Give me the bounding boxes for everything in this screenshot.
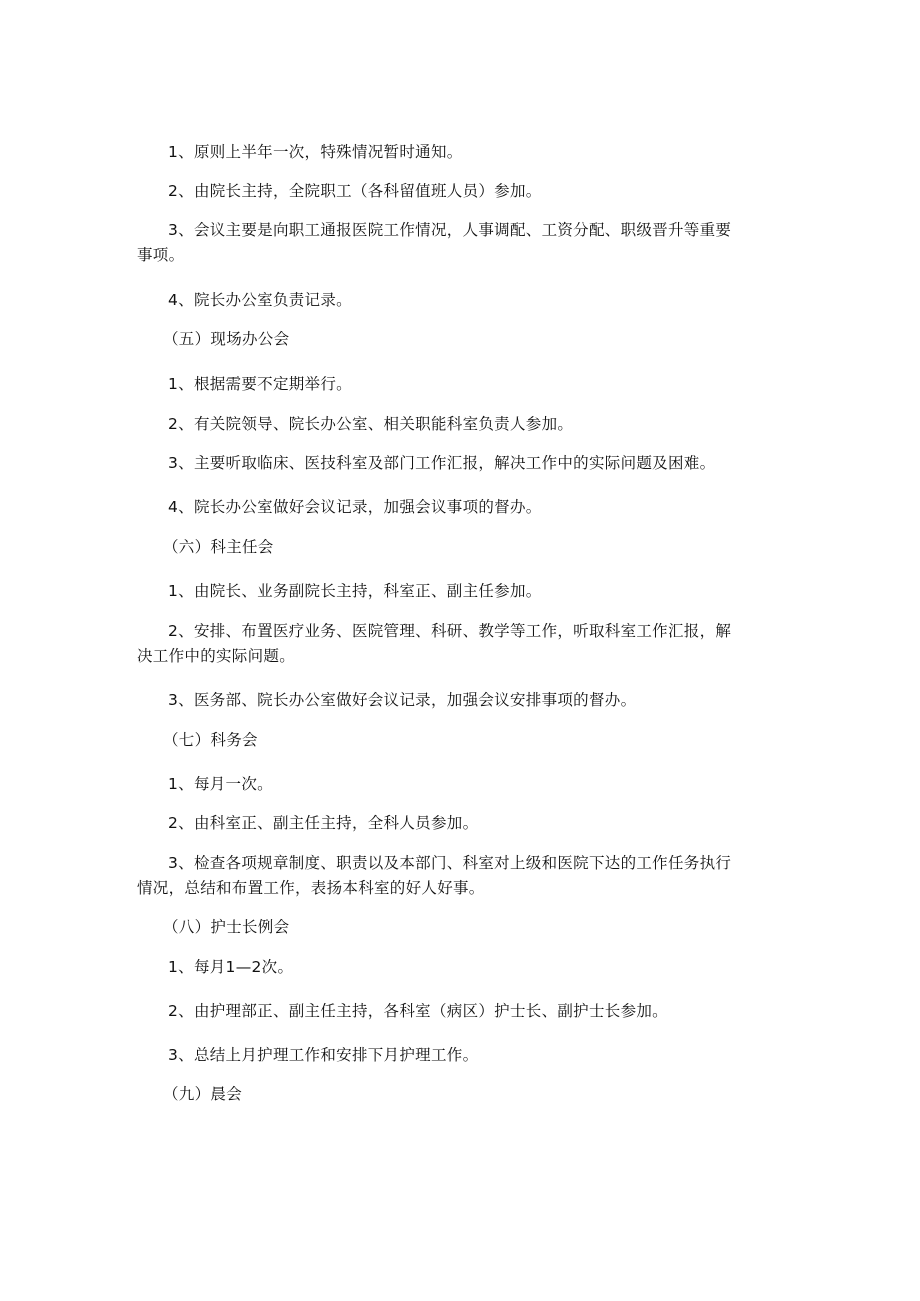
list-item-continuation: 情况，总结和布置工作，表扬本科室的好人好事。 [137,879,485,897]
list-item: 3、总结上月护理工作和安排下月护理工作。 [168,1046,479,1064]
section-heading: （五）现场办公会 [163,330,290,348]
list-item: 2、安排、布置医疗业务、医院管理、科研、教学等工作，听取科室工作汇报，解 [168,622,732,640]
list-item: 2、由院长主持，全院职工（各科留值班人员）参加。 [168,182,542,200]
list-item: 1、根据需要不定期举行。 [168,375,352,393]
list-item-continuation: 事项。 [137,246,185,264]
list-item: 2、有关院领导、院长办公室、相关职能科室负责人参加。 [168,415,574,433]
list-item: 4、院长办公室做好会议记录，加强会议事项的督办。 [168,498,542,516]
list-item: 2、由护理部正、副主任主持，各科室（病区）护士长、副护士长参加。 [168,1002,668,1020]
section-heading: （八）护士长例会 [163,918,290,936]
section-heading: （六）科主任会 [163,538,274,556]
list-item: 3、会议主要是向职工通报医院工作情况，人事调配、工资分配、职级晋升等重要 [168,221,732,239]
list-item: 3、医务部、院长办公室做好会议记录，加强会议安排事项的督办。 [168,691,637,709]
list-item: 1、每月1—2次。 [168,958,294,976]
list-item: 4、院长办公室负责记录。 [168,291,352,309]
list-item: 1、每月一次。 [168,775,273,793]
list-item-continuation: 决工作中的实际问题。 [137,647,296,665]
list-item: 1、由院长、业务副院长主持，科室正、副主任参加。 [168,582,542,600]
list-item: 2、由科室正、副主任主持，全科人员参加。 [168,814,479,832]
list-item: 3、检查各项规章制度、职责以及本部门、科室对上级和医院下达的工作任务执行 [168,854,732,872]
list-item: 1、原则上半年一次，特殊情况暂时通知。 [168,143,463,161]
list-item: 3、主要听取临床、医技科室及部门工作汇报，解决工作中的实际问题及困难。 [168,454,716,472]
section-heading: （九）晨会 [163,1085,243,1103]
section-heading: （七）科务会 [163,731,258,749]
